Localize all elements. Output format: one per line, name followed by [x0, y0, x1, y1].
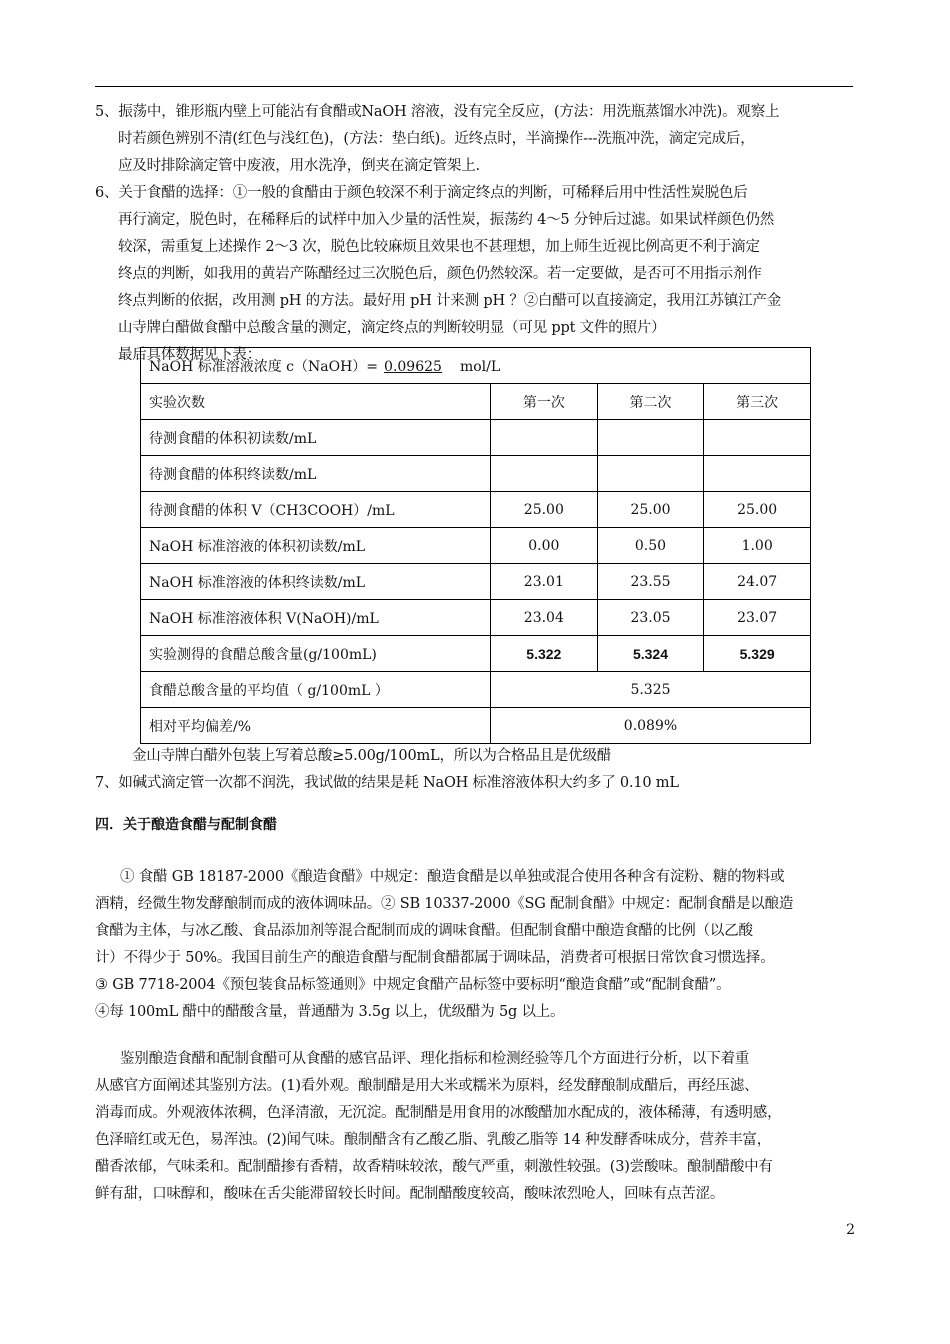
table-note: 金山寺牌白醋外包装上写着总酸≥5.00g/100mL，所以为合格品且是优级醋: [132, 748, 612, 764]
row-label: NaOH 标准溶液的体积终读数/mL: [141, 564, 491, 600]
text-line: 计）不得少于 50%。我国目前生产的酿造食醋与配制食醋都属于调味品，消费者可根据日常饮食习惯选择。: [95, 950, 775, 966]
header-cell: 第二次: [597, 384, 704, 420]
text-line: 消毒而成。外观液体浓稠，色泽清澈，无沉淀。配制醋是用食用的冰酸醋加水配成的，液体稀薄，有透明感，: [95, 1105, 782, 1121]
cell: [597, 456, 704, 492]
row-label: 实验测得的食醋总酸含量(g/100mL): [141, 636, 491, 672]
cell: 5.329: [704, 636, 811, 672]
table-row: [141, 708, 811, 744]
page-number: 2: [846, 1222, 855, 1238]
conc-unit: mol/L: [459, 358, 501, 375]
text-line: 5、振荡中，锥形瓶内壁上可能沾有食醋或NaOH 溶液，没有完全反应，(方法：用洗瓶蒸馏水冲洗)。观察上: [95, 104, 780, 120]
table-row: [141, 492, 811, 528]
text-line: 终点的判断，如我用的黄岩产陈醋经过三次脱色后，颜色仍然较深。若一定要做，是否可不用指示剂作: [118, 266, 762, 282]
header-cell: 实验次数: [141, 384, 491, 420]
paragraph-2: [95, 1046, 855, 1208]
data-table: [140, 347, 811, 744]
cell: [704, 420, 811, 456]
conc-value: 0.09625: [384, 358, 442, 375]
text-line: 色泽暗红或无色，易浑浊。(2)闻气味。酿制醋含有乙酸乙脂、乳酸乙脂等 14 种发酵香味成分，营养丰富，: [95, 1132, 772, 1148]
row-label: 待测食醋的体积 V（CH3COOH）/mL: [141, 492, 491, 528]
cell: 0.00: [491, 528, 598, 564]
cell: 25.00: [491, 492, 598, 528]
cell: 5.322: [491, 636, 598, 672]
notes: [95, 743, 855, 797]
text-line: ③ GB 7718-2004《预包装食品标签通则》中规定食醋产品标签中要标明“酿造食醋”或“配制食醋”。: [95, 977, 731, 993]
table-row: [141, 600, 811, 636]
item-6: [95, 180, 855, 369]
text-line: 鉴别酿造食醋和配制食醋可从食醋的感官品评、理化指标和检测经验等几个方面进行分析，以下着重: [120, 1051, 750, 1067]
cell: [491, 456, 598, 492]
row-label: 食醋总酸含量的平均值（ g/100mL ）: [141, 672, 491, 708]
text-line: 酒精，经微生物发酵酿制而成的液体调味品。② SB 10337-2000《SG 配制食醋》中规定：配制食醋是以酿造: [95, 896, 794, 912]
text-line: 食醋为主体，与冰乙酸、食品添加剂等混合配制而成的调味食醋。但配制食醋中酿造食醋的比例（以乙酸: [95, 923, 753, 939]
cell: 25.00: [597, 492, 704, 528]
cell: [704, 456, 811, 492]
item-7: 7、如碱式滴定管一次都不润洗，我试做的结果是耗 NaOH 标准溶液体积大约多了 0.10 mL: [95, 775, 679, 791]
table-header-row: [141, 384, 811, 420]
deviation-value: 0.089%: [491, 708, 811, 744]
table-row: [141, 636, 811, 672]
text-line: ④每 100mL 醋中的醋酸含量，普通醋为 3.5g 以上，优级醋为 5g 以上。: [95, 1004, 565, 1020]
header-cell: 第一次: [491, 384, 598, 420]
average-value: 5.325: [491, 672, 811, 708]
text-line: ① 食醋 GB 18187-2000《酿造食醋》中规定：酿造食醋是以单独或混合使用各种含有淀粉、糖的物料或: [120, 869, 785, 885]
header-rule: [95, 86, 853, 87]
cell: 23.05: [597, 600, 704, 636]
cell: 23.04: [491, 600, 598, 636]
header-cell: 第三次: [704, 384, 811, 420]
cell: 23.55: [597, 564, 704, 600]
text-line: 6、关于食醋的选择：①一般的食醋由于颜色较深不利于滴定终点的判断，可稀释后用中性活性炭脱色后: [95, 185, 748, 201]
text-line: 再行滴定，脱色时，在稀释后的试样中加入少量的活性炭，振荡约 4～5 分钟后过滤。如果试样颜色仍然: [118, 212, 775, 228]
table-row: [141, 528, 811, 564]
paragraph-1: [95, 864, 855, 1026]
text-line: 应及时排除滴定管中废液，用水洗净，倒夹在滴定管架上.: [118, 158, 480, 174]
text-line: 从感官方面阐述其鉴别方法。(1)看外观。酿制醋是用大米或糯米为原料，经发酵酿制成醋后，再经压滤、: [95, 1078, 759, 1094]
text-line: 终点判断的依据，改用测 pH 的方法。最好用 pH 计来测 pH ？②白醋可以直接滴定，我用江苏镇江产金: [118, 293, 782, 309]
table-row: [141, 420, 811, 456]
text-line: 醋香浓郁，气味柔和。配制醋掺有香精，故香精味较浓，酸气严重，刺激性较强。(3)尝酸味。酿制醋酸中有: [95, 1159, 773, 1175]
row-label: 待测食醋的体积初读数/mL: [141, 420, 491, 456]
row-label: 相对平均偏差/%: [141, 708, 491, 744]
cell: 25.00: [704, 492, 811, 528]
cell: 23.07: [704, 600, 811, 636]
cell: 1.00: [704, 528, 811, 564]
text-line: 较深，需重复上述操作 2～3 次，脱色比较麻烦且效果也不甚理想，加上师生近视比例高更不利于滴定: [118, 239, 760, 255]
text-line: 山寺牌白醋做食醋中总酸含量的测定，滴定终点的判断较明显（可见 ppt 文件的照片）: [118, 320, 666, 336]
table-row: [141, 564, 811, 600]
text-line: 最后具体数据见下表：: [118, 347, 261, 363]
cell: 23.01: [491, 564, 598, 600]
cell: 24.07: [704, 564, 811, 600]
section-title: 四．关于酿造食醋与配制食醋: [95, 817, 277, 833]
row-label: NaOH 标准溶液体积 V(NaOH)/mL: [141, 600, 491, 636]
text-line: 时若颜色辨别不清(红色与浅红色)，(方法：垫白纸)。近终点时，半滴操作---洗瓶冲洗，滴定完成后，: [118, 131, 755, 147]
row-label: 待测食醋的体积终读数/mL: [141, 456, 491, 492]
table-row: [141, 672, 811, 708]
cell: [597, 420, 704, 456]
cell: 0.50: [597, 528, 704, 564]
text-line: 鲜有甜，口味醇和，酸味在舌尖能滞留较长时间。配制醋酸度较高，酸味浓烈呛人，回味有点苦涩。: [95, 1186, 725, 1202]
row-label: NaOH 标准溶液的体积初读数/mL: [141, 528, 491, 564]
table-row: [141, 456, 811, 492]
concentration-cell: [141, 348, 811, 384]
conc-label: NaOH 标准溶液浓度 c（NaOH）=: [149, 358, 379, 375]
cell: 5.324: [597, 636, 704, 672]
cell: [491, 420, 598, 456]
item-5: [95, 99, 855, 180]
